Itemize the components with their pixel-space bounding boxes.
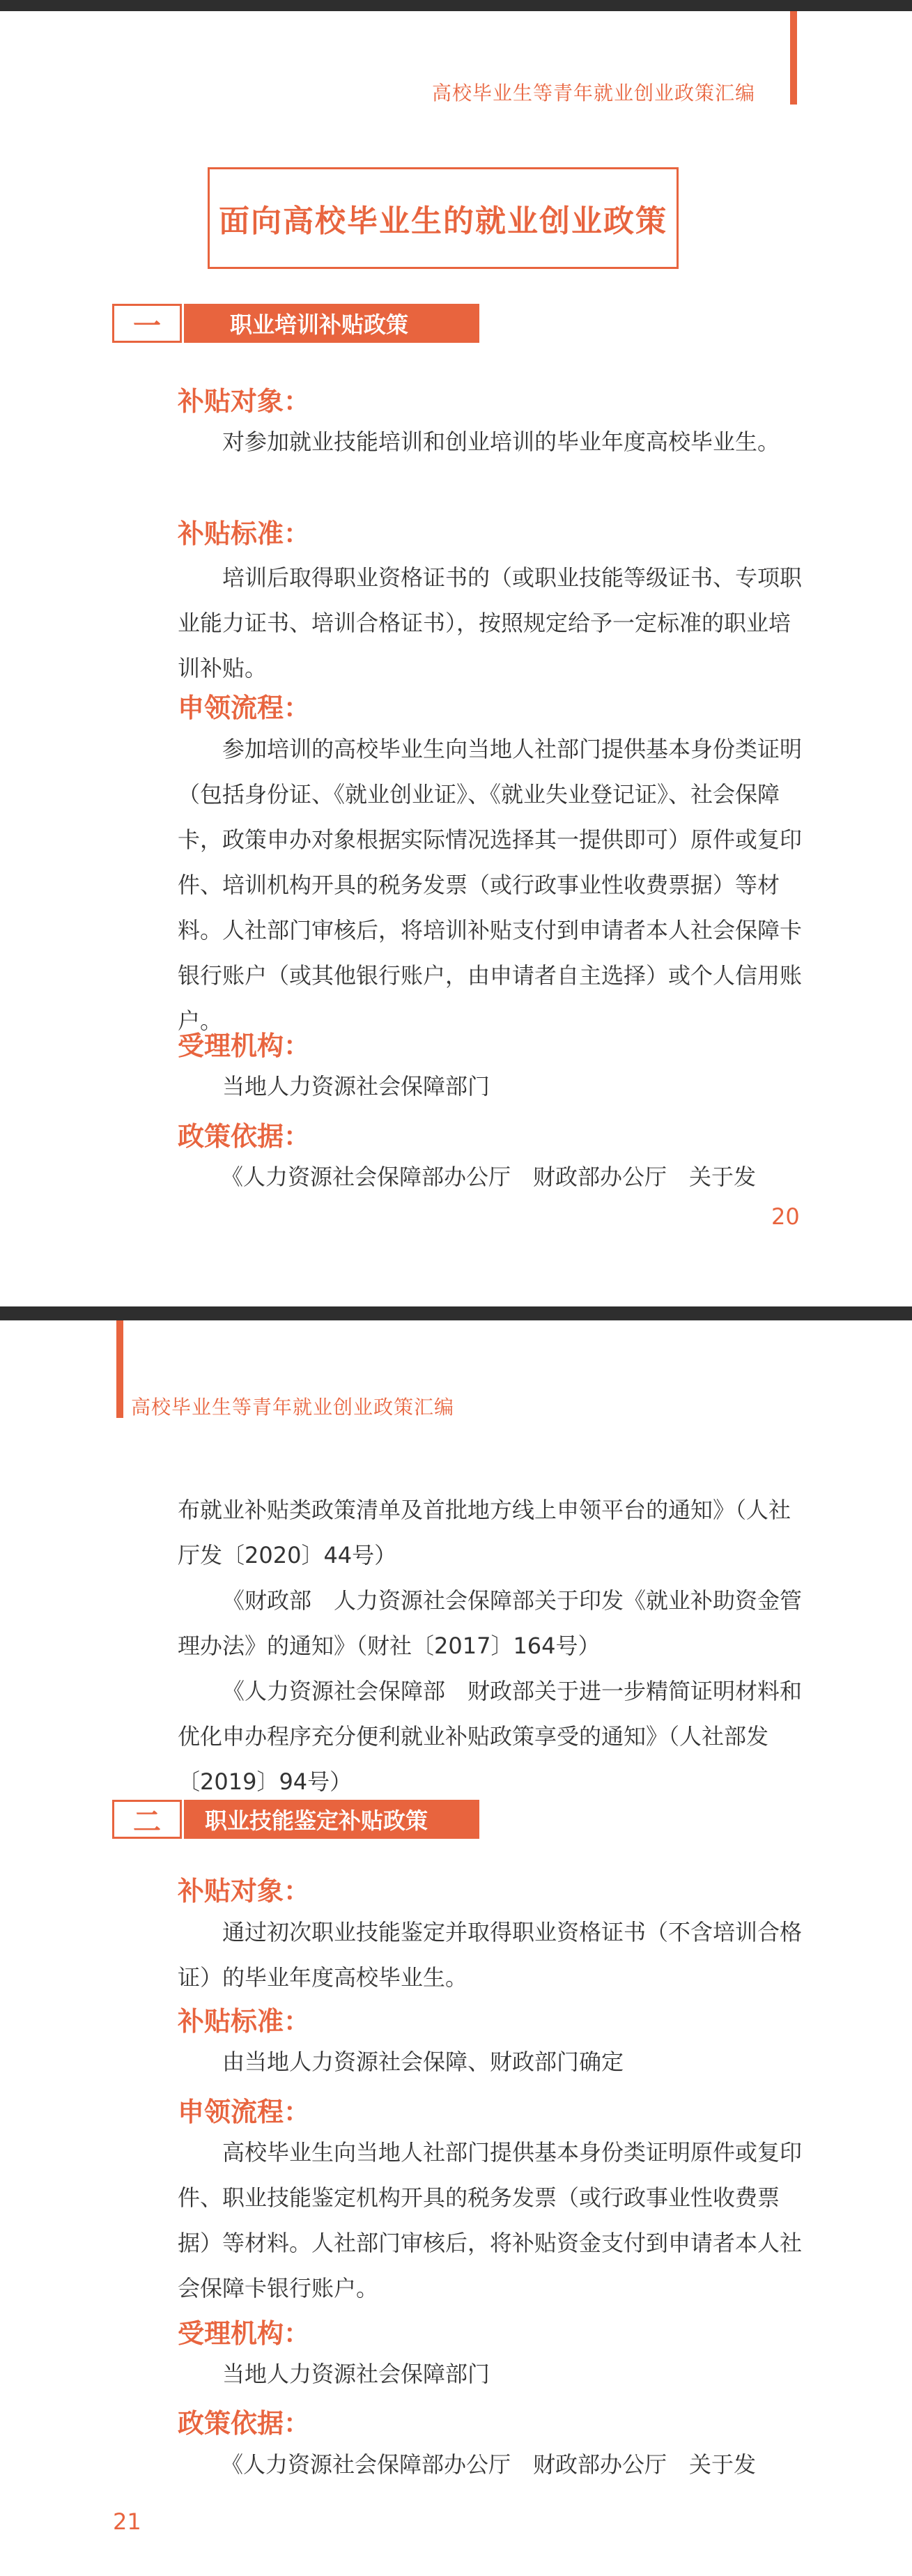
- page-number: 20: [771, 1203, 800, 1230]
- s2-object-text: 通过初次职业技能鉴定并取得职业资格证书（不含培训合格证）的毕业年度高校毕业生。: [178, 1919, 803, 1991]
- section-1-number: 一: [112, 304, 182, 343]
- label-process: 申领流程：: [178, 693, 311, 723]
- section-2-number: 二: [112, 1800, 182, 1839]
- label-object: 补贴对象：: [178, 1876, 311, 1906]
- s2-standard-text: 由当地人力资源社会保障、财政部门确定: [222, 2049, 624, 2075]
- section-2-title: 职业技能鉴定补贴政策: [184, 1800, 479, 1839]
- s1-basis-text-cont: 布就业补贴类政策清单及首批地方线上申领平台的通知》（人社厅发〔2020〕44号）: [178, 1497, 791, 1568]
- s1-basis-text-3: 《人力资源社会保障部 财政部关于进一步精简证明材料和优化申办程序充分便利就业补贴政策享受的通知》（人社部发〔2019〕94号）: [178, 1678, 803, 1795]
- top-bar: [0, 0, 912, 11]
- running-title: 高校毕业生等青年就业创业政策汇编: [131, 1396, 455, 1419]
- s2-process-text: 高校毕业生向当地人社部门提供基本身份类证明原件或复印件、职业技能鉴定机构开具的税务发票（或行政事业性收费票据）等材料。人社部门审核后，将补贴资金支付到申请者本人社会保障卡银行账户。: [178, 2139, 803, 2301]
- label-agency: 受理机构：: [178, 2318, 311, 2349]
- s1-object-text: 对参加就业技能培训和创业培训的毕业年度高校毕业生。: [222, 429, 780, 455]
- s1-basis-text-2: 《财政部 人力资源社会保障部关于印发《就业补助资金管理办法》的通知》（财社〔2017〕164号）: [178, 1587, 803, 1659]
- section-2-header: [112, 1800, 479, 1839]
- main-title: 面向高校毕业生的就业创业政策: [208, 167, 679, 269]
- s1-process-text: 参加培训的高校毕业生向当地人社部门提供基本身份类证明（包括身份证、《就业创业证》、《就业失业登记证》、社会保障卡，政策申办对象根据实际情况选择其一提供即可）原件或复印件、培训机构开具的税务发票（或行政事业性收费票据）等材料。人社部门审核后，将培训补贴支付到申请者本人社会保障卡银行账户（或其他银行账户，由申请者自主选择）或个人信用账户。: [178, 736, 803, 1034]
- header-accent-bar: [116, 1320, 123, 1418]
- s1-agency-text: 当地人力资源社会保障部门: [222, 1073, 490, 1100]
- page-number: 21: [113, 2508, 141, 2535]
- label-basis: 政策依据：: [178, 1121, 311, 1152]
- s1-basis-text-start: 《人力资源社会保障部办公厅 财政部办公厅 关于发: [221, 1164, 757, 1190]
- running-title: 高校毕业生等青年就业创业政策汇编: [432, 82, 756, 105]
- label-basis: 政策依据：: [178, 2408, 311, 2439]
- section-1-header: [112, 304, 479, 343]
- label-process: 申领流程：: [178, 2097, 311, 2127]
- label-standard: 补贴标准：: [178, 2006, 311, 2037]
- s1-standard-text: 培训后取得职业资格证书的（或职业技能等级证书、专项职业能力证书、培训合格证书），按照规定给予一定标准的职业培训补贴。: [178, 564, 803, 681]
- s2-basis-text-start: 《人力资源社会保障部办公厅 财政部办公厅 关于发: [221, 2451, 757, 2478]
- page-21: [0, 1306, 912, 2576]
- s2-agency-text: 当地人力资源社会保障部门: [222, 2361, 490, 2387]
- page-gap: [0, 1293, 912, 1306]
- label-agency: 受理机构：: [178, 1031, 311, 1061]
- section-1-title: 职业培训补贴政策: [184, 304, 479, 343]
- top-bar: [0, 1306, 912, 1320]
- label-standard: 补贴标准：: [178, 518, 311, 549]
- header-accent-bar: [790, 11, 797, 105]
- label-object: 补贴对象：: [178, 386, 311, 417]
